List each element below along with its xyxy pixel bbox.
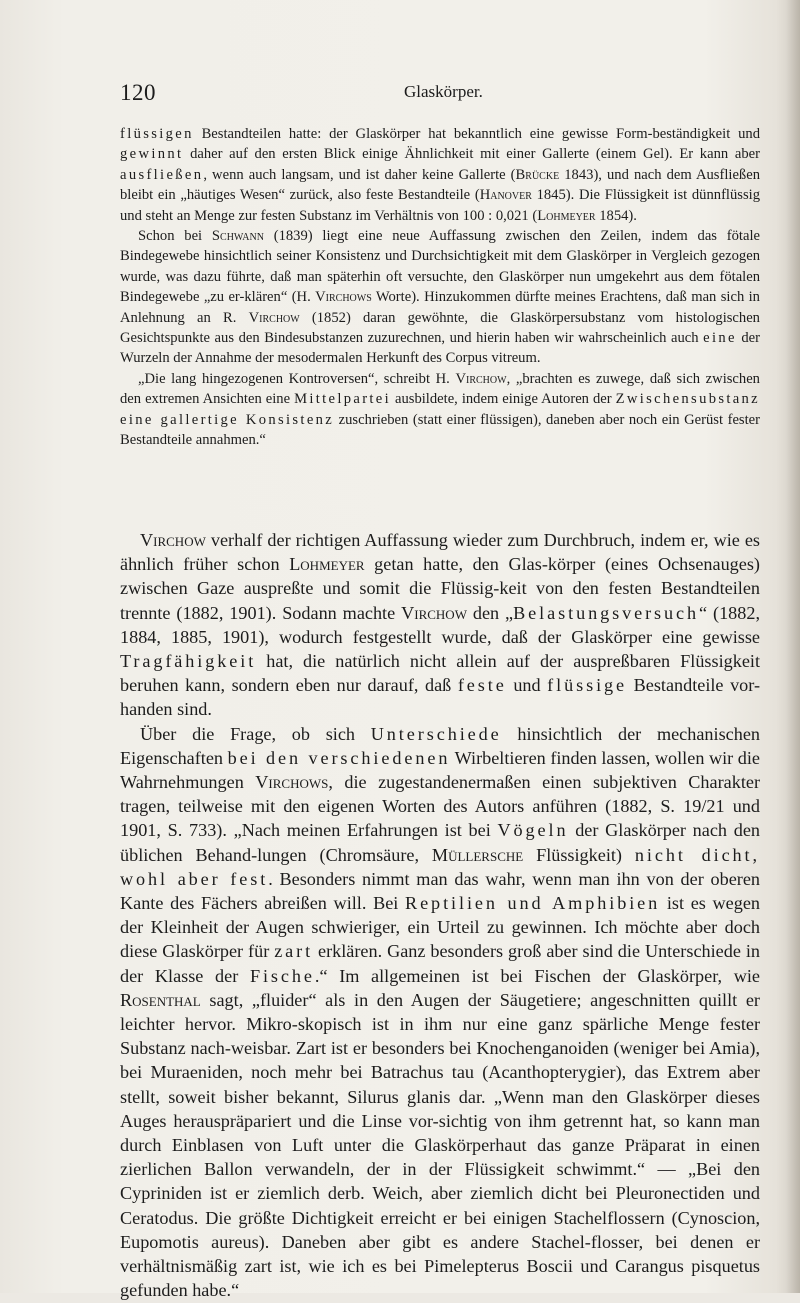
page-number: 120 — [120, 80, 156, 105]
text-run: “ (1882, 1884, 1885, 1901), wodurch festgestellt wurde, daß der Glaskörper eine gewisse — [120, 602, 760, 647]
author-name: Rosenthal — [120, 989, 201, 1010]
text-run: erklären. Ganz besonders groß aber sind die Unterschiede in der Klasse der — [120, 941, 760, 986]
page-header — [120, 80, 760, 110]
emphasized-text: Vögeln — [497, 820, 569, 841]
text-run: ausbildete, indem einige Autoren der — [391, 391, 616, 408]
author-name: Virchow — [455, 370, 507, 387]
text-run: ist es wegen der Kleinheit der Augen schwieriger, ein Urteil zu gewinnen. Ich möchte aber doch diese Glaskörper für — [120, 893, 760, 962]
text-run: 1845). Die Flüssigkeit ist dünnflüssig und steht an Menge zur festen Substanz im Verhältnis von 100 : 0,021 ( — [120, 187, 760, 224]
emphasized-text: eine — [703, 330, 737, 347]
author-name: Virchow — [401, 602, 467, 623]
emphasized-text: feste — [457, 675, 507, 696]
text-run: 1843), und nach dem Ausfließen bleibt ein „häutiges Wesen“ zurück, also feste Bestandteile ( — [120, 166, 760, 204]
text-run: Wirbeltieren finden lassen, wollen wir die Wahrnehmungen — [120, 747, 760, 793]
emphasized-text: Mittelpartei — [294, 391, 391, 408]
text-run: verhalf der richtigen Auffassung wieder zum Durchbruch, indem er, wie es ähnlich früher schon — [120, 530, 760, 575]
text-run: Flüssigkeit) — [523, 844, 635, 865]
emphasized-text: bei den verschiedenen — [227, 747, 451, 768]
small-print-section — [120, 124, 760, 451]
text-run: Bestandteile vor-handen sind. — [120, 675, 761, 720]
text-run: daher auf den ersten Blick einige Ähnlichkeit mit einer Gallerte (einem Gel). Er kann aber — [183, 146, 760, 163]
paragraph-small-3 — [120, 369, 760, 451]
paragraph-main-2 — [120, 722, 760, 1303]
text-run: , „brachten es zuwege, daß sich zwischen den extremen Ansichten eine — [120, 370, 760, 408]
text-run: Worte). Hinzukommen dürfte meines Erachtens, daß man sich in Anlehnung an R. — [120, 289, 760, 326]
text-run: „Die lang hingezogenen Kontroversen“, schreibt H. — [138, 370, 456, 387]
emphasized-text: flüssigen — [120, 126, 194, 142]
text-run: , die zugestandenermaßen einen subjektiven Charakter tragen, teilweise mit den eigenen Worten des Autors anführen (1882, S. 19/21 und 1901, S. 733). „Nach meinen Erfahrungen ist bei — [120, 772, 760, 841]
text-run: getan hatte, den Glas-körper (eines Ochsenauges) zwischen Gaze auspreßte und somit die Flüssig-keit von den festen Bestandteilen trennte (1882, 1901). Sodann machte — [120, 554, 760, 623]
text-run: Über die Frage, ob sich — [140, 723, 371, 744]
paragraph-main-1 — [120, 528, 760, 722]
emphasized-text: zart — [274, 941, 314, 962]
running-title: Glaskörper. — [404, 82, 483, 101]
emphasized-text: Belastungsversuch — [513, 602, 700, 623]
text-run: 1854). — [595, 207, 637, 224]
emphasized-text: Fische — [249, 965, 315, 986]
text-run: (1839) liegt eine neue Auffassung zwischen den Zeilen, indem das fötale Bindegewebe hinsichtlich seiner Konsistenz und Durchsichtigkeit mit dem Glaskörper in Vergleich gezogen wurde, was dazu führte, daß man späterhin oft versuchte, den Glaskörper nun umgekehrt aus dem fötalen Bindegewebe „zu er-klären“ (H. — [120, 228, 760, 306]
author-name: Virchows — [315, 289, 372, 306]
emphasized-text: Reptilien und Amphibien — [405, 893, 661, 914]
author-name: Virchows — [255, 772, 329, 793]
emphasized-text: flüssige — [547, 675, 628, 696]
text-run: Bestandteilen hatte: der Glaskörper hat bekanntlich eine gewisse Form-beständigkeit und — [193, 126, 760, 142]
emphasized-text: Zwischensubstanz eine gallertige Konsistenz — [120, 391, 760, 428]
text-run: zuschrieben (statt einer flüssigen), daneben aber noch ein Gerüst fester Bestandteile annahmen.“ — [120, 411, 760, 449]
author-name: Hanover — [479, 187, 532, 204]
text-run: hat, die natürlich nicht allein auf der auspreßbaren Flüssigkeit beruhen kann, sondern eben nur darauf, daß — [120, 651, 760, 696]
page-edge-shadow — [786, 0, 800, 1293]
text-run: den „ — [466, 602, 514, 623]
text-run: der Glaskörper nach den üblichen Behand-lungen (Chromsäure, — [120, 820, 760, 865]
text-run: . Besonders nimmt man das wahr, wenn man ihn von der oberen Kante des Fächers abreißen will. Bei — [120, 868, 760, 914]
text-run: und — [506, 675, 548, 696]
text-run: der Wurzeln der Annahme der mesodermalen Herkunft des Corpus vitreum. — [120, 330, 760, 367]
author-name: Müllersche — [431, 844, 524, 865]
emphasized-text: Unterschiede — [370, 723, 502, 744]
author-name: Lohmeyer — [289, 554, 365, 575]
text-run: hinsichtlich der mechanischen Eigenschaften — [120, 723, 760, 768]
text-run: sagt, „fluider“ als in den Augen der Säugetiere; angeschnitten quillt er leichter hervor. Mikro-skopisch ist in ihm nur eine ganz spärliche Menge fester Substanz nach-weisbar. Zart ist er besonders bei Knochenganoiden (weniger bei Amia), bei Muraeniden, noch mehr bei Batrachus tau (Acanthopterygier), das Extrem aber stellt, soweit bisher bekannt, Silurus glanis dar. „Wenn man den Glaskörper dieses Auges herauspräpariert und die Linse vor-sichtig von ihm getrennt hat, so kann man durch Einblasen von Luft unter die Glaskörperhaut das ganze Präparat in einen zierlichen Ballon verwandeln, der in der Flüssigkeit schwimmt.“ — „Bei den Cypriniden ist er ziemlich derb. Weich, aber ziemlich dicht bei Pleuronectiden und Ceratodus. Die größte Dichtigkeit erreicht er bei einigen Stachelflossern (Cynoscion, Eupomotis aureus). Daneben aber gibt es andere Stachel-flosser, bei denen er verhältnismäßig zart ist, wie ich es bei Pimelepterus Boscii und Carangus pisquetus gefunden habe.“ — [120, 989, 760, 1301]
author-name: Brücke — [515, 166, 560, 183]
paragraph-small-1 — [120, 124, 760, 226]
emphasized-text: nicht dicht, wohl aber fest — [120, 844, 760, 889]
author-name: Virchow — [140, 530, 206, 550]
emphasized-text: ausfließen — [120, 166, 204, 183]
text-run: .“ Im allgemeinen ist bei Fischen der Glaskörper, wie — [314, 965, 761, 986]
author-name: Schwann — [211, 228, 264, 245]
author-name: Lohmeyer — [537, 207, 596, 224]
author-name: Virchow — [248, 309, 300, 326]
emphasized-text: Tragfähigkeit — [120, 651, 257, 672]
text-run: Schon bei — [138, 228, 212, 245]
text-run: , wenn auch langsam, und ist daher keine Gallerte ( — [203, 166, 516, 183]
emphasized-text: gewinnt — [120, 146, 184, 163]
main-text-section — [120, 528, 760, 1303]
text-run: (1852) daran gewöhnte, die Glaskörpersubstanz vom histologischen Gesichtspunkte aus den Bindesubstanzen zuzurechnen, und hierin haben wir wahrscheinlich auch — [120, 309, 760, 347]
paragraph-small-2 — [120, 226, 760, 369]
